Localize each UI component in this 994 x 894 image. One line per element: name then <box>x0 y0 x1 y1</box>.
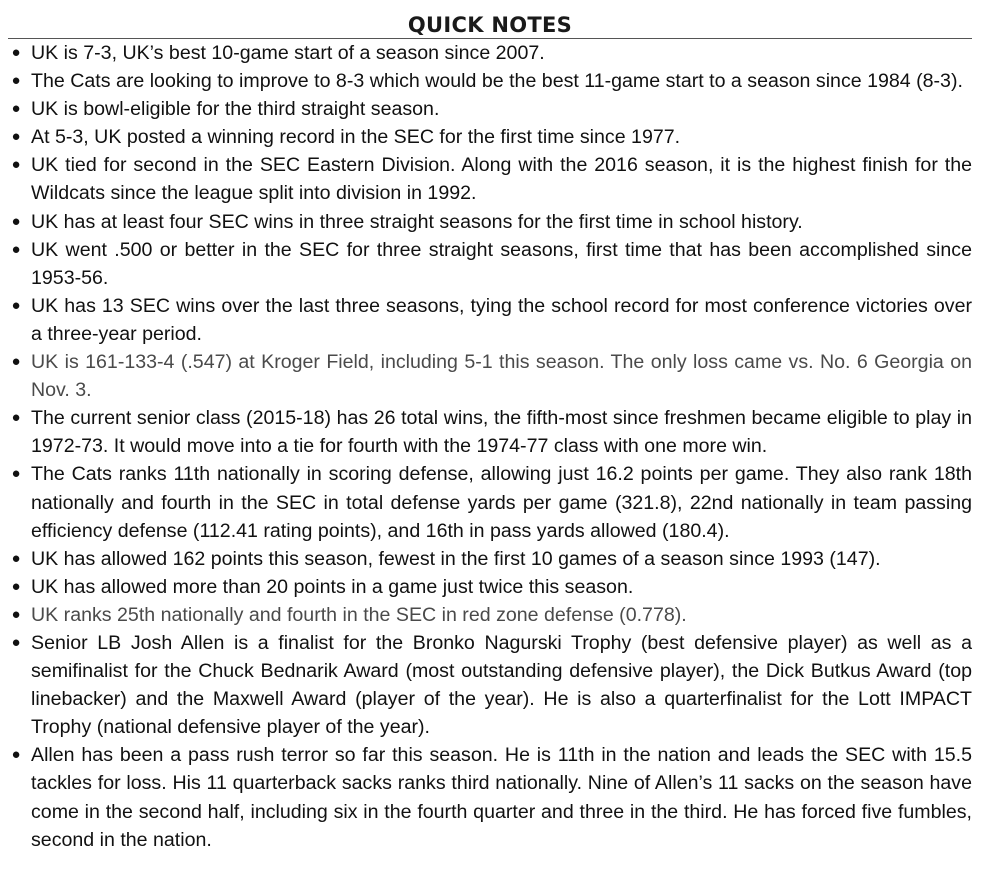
list-item <box>8 151 972 207</box>
note-text: UK ranks 25th nationally and fourth in the SEC in red zone defense (0.778). <box>31 603 687 626</box>
list-item <box>8 39 972 67</box>
bullet-icon: ● <box>11 633 21 651</box>
bullet-icon: ● <box>11 353 21 371</box>
list-item <box>8 236 972 292</box>
note-text: UK is 161-133-4 (.547) at Kroger Field, including 5-1 this season. The only loss came vs. No. 6 Georgia on Nov. 3. <box>31 351 972 402</box>
list-item <box>8 123 972 151</box>
list-item <box>8 741 972 853</box>
note-text: The Cats are looking to improve to 8-3 which would be the best 11-game start to a season since 1984 (8-3). <box>31 70 963 93</box>
note-text: UK is 7-3, UK’s best 10-game start of a season since 2007. <box>31 42 545 64</box>
bullet-icon: ● <box>11 212 21 230</box>
note-text: At 5-3, UK posted a winning record in the SEC for the first time since 1977. <box>31 126 681 149</box>
bullet-icon: ● <box>11 409 21 427</box>
bullet-icon: ● <box>11 465 21 483</box>
bullet-icon: ● <box>11 605 21 623</box>
bullet-icon: ● <box>11 44 21 61</box>
bullet-icon: ● <box>11 100 21 118</box>
note-text: The current senior class (2015-18) has 26 total wins, the fifth-most since freshmen became eligible to play in 1972-73. It would move into a tie for fourth with the 1974-77 class with one more win. <box>31 407 972 458</box>
list-item <box>8 348 972 404</box>
bullet-icon: ● <box>11 128 21 146</box>
list-item <box>8 404 972 460</box>
bullet-icon: ● <box>11 72 21 90</box>
bullet-icon: ● <box>11 240 21 258</box>
note-text: UK is bowl-eligible for the third straight season. <box>31 98 440 121</box>
list-item <box>8 67 972 95</box>
bullet-icon: ● <box>11 549 21 567</box>
note-text: UK has 13 SEC wins over the last three seasons, tying the school record for most conference victories over a three-year period. <box>31 294 972 345</box>
list-item <box>8 601 972 629</box>
notes-list <box>8 39 972 854</box>
list-item <box>8 460 972 544</box>
bullet-icon: ● <box>11 156 21 174</box>
list-item <box>8 208 972 236</box>
list-item <box>8 292 972 348</box>
note-text: UK went .500 or better in the SEC for three straight seasons, first time that has been accomplished since 1953-56. <box>31 238 972 289</box>
note-text: UK has allowed 162 points this season, fewest in the first 10 games of a season since 1993 (147). <box>31 547 881 570</box>
note-text: The Cats ranks 11th nationally in scoring defense, allowing just 16.2 points per game. They also rank 18th nationally and fourth in the SEC in total defense yards per game (321.8), 22nd nationally in team passing efficiency defense (112.41 rating points), and 16th in pass yards allowed (180.4). <box>31 463 972 542</box>
page-title: QUICK NOTES <box>407 13 573 37</box>
bullet-icon: ● <box>11 296 21 314</box>
bullet-icon: ● <box>11 577 21 595</box>
note-text: Allen has been a pass rush terror so far this season. He is 11th in the nation and leads the SEC with 15.5 tackles for loss. His 11 quarterback sacks ranks third nationally. Nine of Allen’s 11 sacks on the season have come in the second half, including six in the fourth quarter and three in the third. He has forced five fumbles, second in the nation. <box>31 744 972 851</box>
list-item <box>8 629 972 741</box>
note-text: UK has allowed more than 20 points in a game just twice this season. <box>31 575 634 598</box>
list-item <box>8 95 972 123</box>
note-text: UK has at least four SEC wins in three straight seasons for the first time in school history. <box>31 210 803 233</box>
heading-rule <box>8 12 972 39</box>
list-item <box>8 573 972 601</box>
list-item <box>8 545 972 573</box>
note-text: UK tied for second in the SEC Eastern Division. Along with the 2016 season, it is the highest finish for the Wildcats since the league split into division in 1992. <box>31 154 972 205</box>
bullet-icon: ● <box>11 746 21 764</box>
note-text: Senior LB Josh Allen is a finalist for the Bronko Nagurski Trophy (best defensive player) as well as a semifinalist for the Chuck Bednarik Award (most outstanding defensive player), the Dick Butkus Award (top linebacker) and the Maxwell Award (player of the year). He is also a quarterfinalist for the Lott IMPACT Trophy (national defensive player of the year). <box>31 631 972 739</box>
